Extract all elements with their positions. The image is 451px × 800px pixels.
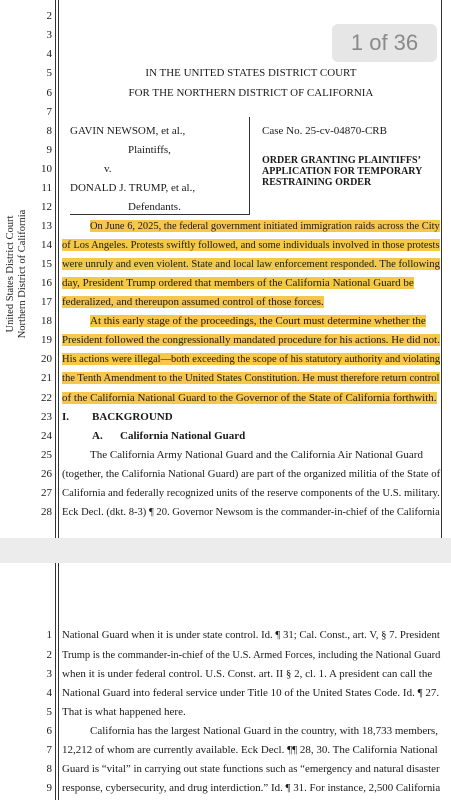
body-line: National Guard when it is under state control. Id. ¶ 31; Cal. Const., art. V, § 7. President bbox=[62, 629, 440, 641]
body-line: when it is under federal control. U.S. Const. art. II § 2, cl. 1. A president can call the bbox=[62, 668, 433, 680]
court-district: FOR THE NORTHERN DISTRICT OF CALIFORNIA bbox=[128, 87, 374, 99]
body-line bbox=[62, 295, 324, 309]
line-number: 28 bbox=[41, 506, 52, 518]
body-line: California has the largest National Guard in the country, with 18,733 members, bbox=[90, 725, 438, 737]
highlighted-text: were unruly and even violent. State and local law enforcement responded. The following bbox=[62, 258, 440, 270]
body-line: response, cybersecurity, and drug interdiction.” Id. ¶ 31. For instance, 2,500 California bbox=[62, 782, 441, 794]
sidebar-line-2: Northern District of California bbox=[17, 209, 28, 339]
body-line: 12,212 of whom are currently available. Eck Decl. ¶¶ 28, 30. The California National bbox=[62, 744, 438, 756]
line-number: 2 bbox=[46, 649, 52, 661]
left-margin-rule bbox=[55, 563, 56, 800]
body-line: The California Army National Guard and the California Air National Guard bbox=[90, 449, 423, 461]
subsection-heading: California National Guard bbox=[120, 430, 246, 442]
line-number: 7 bbox=[46, 106, 52, 118]
body-line bbox=[62, 333, 440, 347]
line-number: 5 bbox=[46, 706, 52, 718]
caption-divider-horizontal bbox=[70, 214, 250, 215]
line-number: 19 bbox=[41, 334, 52, 346]
highlighted-text: the Tenth Amendment to the United States Constitution. He must therefore return control bbox=[62, 372, 440, 384]
left-margin-rule bbox=[55, 0, 56, 538]
left-margin-rule-inner bbox=[58, 563, 59, 800]
line-number: 9 bbox=[46, 782, 52, 794]
body-line: Trump is the commander-in-chief of the U.S. Armed Forces, including the National Guard bbox=[62, 649, 441, 661]
line-number: 14 bbox=[41, 239, 52, 251]
body-line bbox=[90, 219, 440, 233]
highlighted-text: President followed the congressionally mandated procedure for his actions. He did not. bbox=[62, 334, 440, 346]
highlighted-text: of Los Angeles. Protests swiftly followed, and some individuals involved in those protests bbox=[62, 239, 440, 251]
line-number: 6 bbox=[46, 87, 52, 99]
case-number: Case No. 25-cv-04870-CRB bbox=[262, 125, 387, 137]
page-counter-badge: 1 of 36 bbox=[332, 24, 437, 62]
line-number: 15 bbox=[41, 258, 52, 270]
line-number: 10 bbox=[41, 163, 52, 175]
plaintiff-name: GAVIN NEWSOM, et al., bbox=[70, 125, 186, 137]
body-line: Eck Decl. (dkt. 8-3) ¶ 20. Governor Newsom is the commander-in-chief of the California bbox=[62, 506, 440, 518]
body-line bbox=[62, 238, 440, 252]
line-number: 3 bbox=[46, 668, 52, 680]
line-number: 20 bbox=[41, 353, 52, 365]
section-heading: BACKGROUND bbox=[92, 411, 173, 423]
highlighted-text: federalized, and thereupon assumed control of those forces. bbox=[62, 296, 324, 308]
order-title-line-3: RESTRAINING ORDER bbox=[262, 177, 372, 188]
line-number: 4 bbox=[46, 48, 52, 60]
defendant-name: DONALD J. TRUMP, et al., bbox=[70, 182, 196, 194]
line-number: 24 bbox=[41, 430, 52, 442]
highlighted-text: of the California National Guard to the Governor of the State of California forthwith. bbox=[62, 392, 437, 404]
body-line: (together, the California National Guard) are part of the organized militia of the State of bbox=[62, 468, 441, 480]
body-line bbox=[62, 276, 414, 290]
line-number: 25 bbox=[41, 449, 52, 461]
line-number: 22 bbox=[41, 392, 52, 404]
order-title-line-1: ORDER GRANTING PLAINTIFFS’ bbox=[262, 155, 421, 166]
highlighted-text: On June 6, 2025, the federal government initiated immigration raids across the City bbox=[90, 220, 440, 232]
line-number: 5 bbox=[46, 67, 52, 79]
document-page-2 bbox=[0, 563, 451, 800]
left-margin-rule-inner bbox=[58, 0, 59, 538]
line-number: 4 bbox=[46, 687, 52, 699]
right-margin-rule bbox=[441, 0, 442, 538]
body-line bbox=[62, 352, 440, 366]
body-line: California and federally recognized units of the reserve components of the U.S. military. bbox=[62, 487, 440, 499]
line-number: 21 bbox=[41, 372, 52, 384]
caption-divider-vertical bbox=[249, 117, 250, 215]
line-number: 13 bbox=[41, 220, 52, 232]
body-line bbox=[90, 314, 426, 328]
body-line bbox=[62, 371, 439, 385]
order-title-line-2: APPLICATION FOR TEMPORARY bbox=[262, 166, 423, 177]
line-number: 26 bbox=[41, 468, 52, 480]
highlighted-text: day, President Trump ordered that members of the California National Guard be bbox=[62, 277, 414, 289]
body-line: National Guard into federal service under Title 10 of the United States Code. Id. ¶ 27. bbox=[62, 687, 440, 699]
line-number: 8 bbox=[46, 763, 52, 775]
line-number: 11 bbox=[41, 182, 52, 194]
line-number: 18 bbox=[41, 315, 52, 327]
line-number: 23 bbox=[41, 411, 52, 423]
highlighted-text: His actions were illegal—both exceeding the scope of his statutory authority and violating bbox=[62, 353, 441, 365]
body-line bbox=[62, 257, 440, 271]
body-line: Guard is “vital” in carrying out state functions such as “emergency and natural disaster bbox=[62, 763, 440, 775]
versus-label: v. bbox=[104, 163, 112, 175]
line-number: 27 bbox=[41, 487, 52, 499]
defendants-label: Defendants. bbox=[128, 201, 181, 213]
line-number: 16 bbox=[41, 277, 52, 289]
line-number: 9 bbox=[46, 144, 52, 156]
page-separator bbox=[0, 538, 451, 563]
body-line bbox=[62, 391, 437, 405]
line-number: 12 bbox=[41, 201, 52, 213]
line-number: 2 bbox=[46, 10, 52, 22]
subsection-label: A. bbox=[92, 430, 103, 442]
highlighted-text: At this early stage of the proceedings, the Court must determine whether the bbox=[90, 315, 426, 327]
plaintiffs-label: Plaintiffs, bbox=[128, 144, 171, 156]
line-number: 6 bbox=[46, 725, 52, 737]
line-number: 17 bbox=[41, 296, 52, 308]
line-number: 7 bbox=[46, 744, 52, 756]
line-number: 1 bbox=[46, 629, 52, 641]
body-line: That is what happened here. bbox=[62, 706, 186, 718]
court-name: IN THE UNITED STATES DISTRICT COURT bbox=[145, 67, 357, 79]
line-number: 8 bbox=[46, 125, 52, 137]
line-number: 3 bbox=[46, 29, 52, 41]
sidebar-line-1: United States District Court bbox=[5, 215, 16, 333]
section-number: I. bbox=[62, 411, 70, 423]
